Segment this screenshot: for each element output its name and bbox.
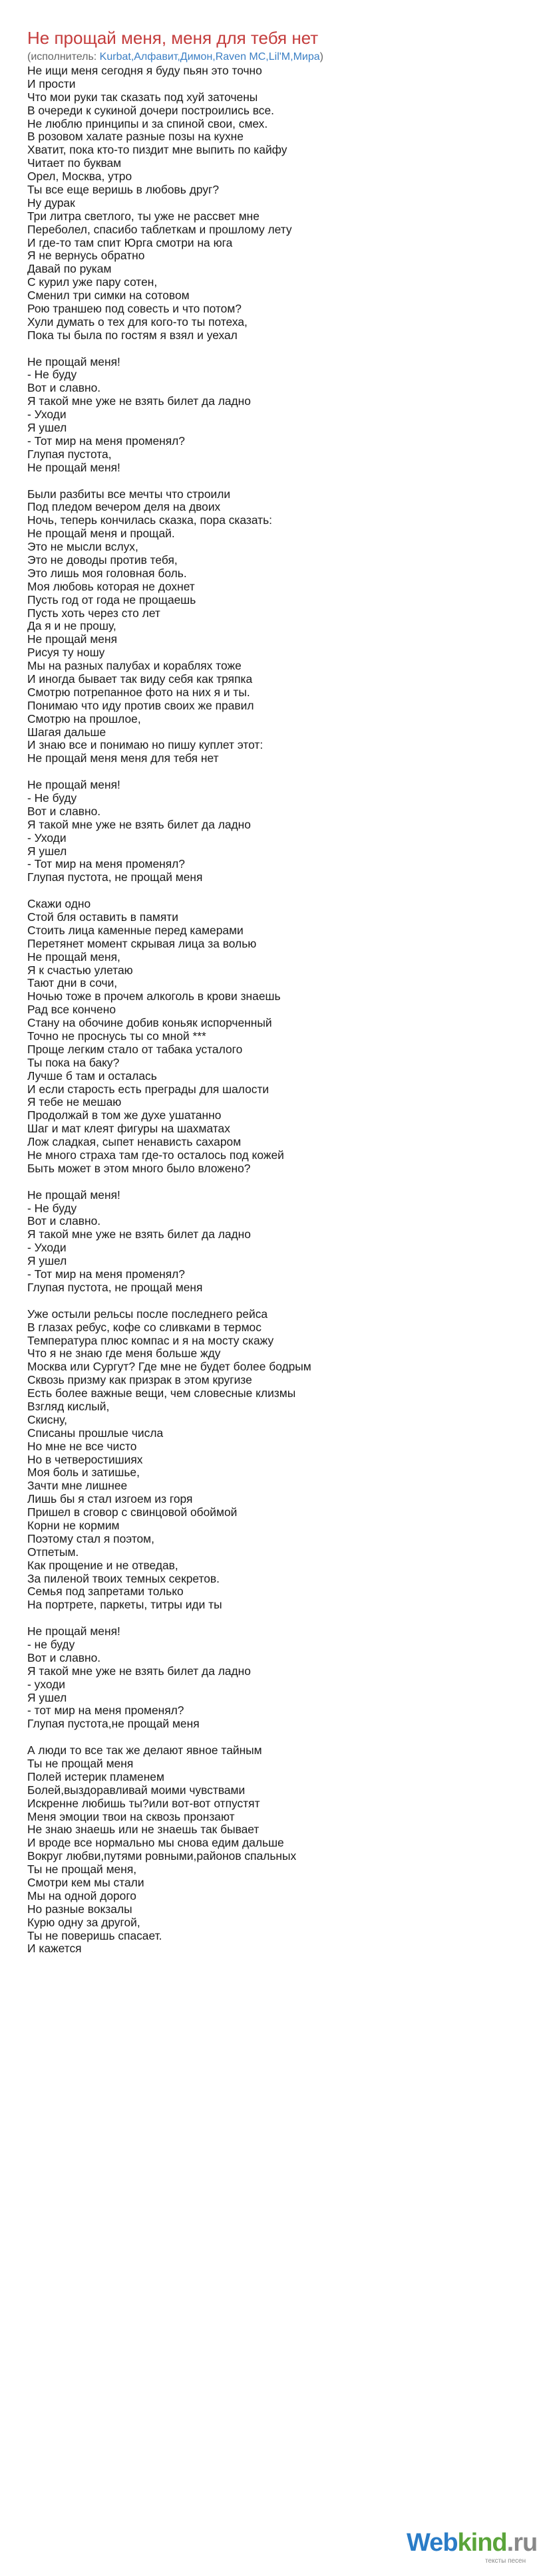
song-title: Не прощай меня, меня для тебя нет: [27, 28, 319, 48]
lyrics-line: - Тот мир на меня променял?: [27, 857, 185, 871]
lyrics-line: Отпетым.: [27, 1545, 79, 1559]
lyrics-line: Но разные вокзалы: [27, 1902, 132, 1916]
lyrics-line: Под пледом вечером деля на двоих: [27, 500, 221, 514]
performers-suffix: ): [319, 51, 323, 63]
lyrics-blank-line: [27, 1295, 520, 1308]
lyrics-line: Но мне не все чисто: [27, 1439, 137, 1453]
lyrics-line: Лишь бы я стал изгоем из горя: [27, 1492, 193, 1506]
lyrics-line: - Не буду: [27, 368, 77, 382]
lyrics-line: - Уходи: [27, 408, 67, 422]
lyrics-line: - уходи: [27, 1677, 65, 1691]
lyrics-line: Точно не проснусь ты со мной ***: [27, 1029, 206, 1043]
lyrics-line: Ночь, теперь кончилась сказка, пора сказать:: [27, 513, 272, 527]
lyrics-line: Болей,выздоравливай моими чувствами: [27, 1783, 246, 1797]
lyrics-line: Списаны прошлые числа: [27, 1426, 164, 1440]
lyrics-line: Это не мысли вслух,: [27, 540, 138, 554]
lyrics-line: - Не буду: [27, 791, 77, 805]
lyrics-line: Мы на одной дорого: [27, 1888, 136, 1902]
lyrics-line: И кажется: [27, 1942, 82, 1956]
lyrics-line: Семья под запретами только: [27, 1585, 184, 1599]
lyrics-line: Не прощай меня!: [27, 1188, 120, 1202]
lyrics-line: Я ушел: [27, 421, 67, 435]
lyrics-line: Ну дурак: [27, 195, 75, 209]
lyrics-line: Я не вернусь обратно: [27, 249, 145, 263]
lyrics-line: Искренне любишь ты?или вот-вот отпустят: [27, 1796, 260, 1810]
lyrics-line: - Уходи: [27, 1241, 67, 1255]
lyrics-line: Как прощение и не отведав,: [27, 1558, 178, 1572]
lyrics-line: Перетянет момент скрывая лица за волью: [27, 936, 257, 950]
lyrics-line: Сквозь призму как призрак в этом кругизе: [27, 1373, 252, 1387]
lyrics-line: Быть может в этом много было вложено?: [27, 1161, 251, 1175]
lyrics-line: Я к счастью улетаю: [27, 963, 133, 977]
lyrics-line: Это лишь моя головная боль.: [27, 566, 187, 580]
lyrics-line: Ты не прощай меня,: [27, 1863, 137, 1876]
lyrics-blank-line: [27, 884, 520, 898]
lyrics-line: Лучше б там и осталась: [27, 1069, 157, 1083]
lyrics-line: Были разбиты все мечты что строили: [27, 487, 231, 501]
lyrics-line: Ты не прощай меня: [27, 1757, 134, 1770]
lyrics-line: Лож сладкая, сыпет ненависть сахаром: [27, 1135, 242, 1149]
logo-part-ru: .ru: [506, 2529, 537, 2557]
lyrics-line: Не прощай меня меня для тебя нет: [27, 751, 219, 765]
lyrics-line: Я такой мне уже не взять билет да ладно: [27, 394, 251, 408]
lyrics-line: Стой бля оставить в памяти: [27, 910, 178, 924]
lyrics-line: Смотрю на прошлое,: [27, 711, 141, 725]
lyrics-line: Не ищи меня сегодня я буду пьян это точно: [27, 64, 262, 77]
lyrics-line: Не прощай меня!: [27, 460, 120, 474]
lyrics-line: Скажи одно: [27, 897, 91, 911]
lyrics-line: В очереди к сукиной дочери построились все.: [27, 103, 274, 117]
lyrics-line: Давай по рукам: [27, 262, 112, 276]
lyrics-line: Орел, Москва, утро: [27, 170, 132, 184]
lyrics-line: Что мои руки так сказать под хуй заточены: [27, 90, 258, 104]
lyrics-line: Ты пока на баку?: [27, 1055, 120, 1069]
logo-part-kind: kind: [457, 2529, 507, 2557]
lyrics-line: - Тот мир на меня променял?: [27, 434, 185, 448]
lyrics-line: Не прощай меня и прощай.: [27, 527, 175, 541]
lyrics-line: Переболел, спасибо таблеткам и прошлому лету: [27, 222, 292, 236]
lyrics-line: Моя любовь которая не дохнет: [27, 579, 195, 593]
lyrics-line: Но в четверостишиях: [27, 1452, 143, 1466]
lyrics-line: А люди то все так же делают явное тайным: [27, 1743, 262, 1757]
lyrics-line: В розовом халате разные позы на кухне: [27, 130, 244, 144]
lyrics-line: Тают дни в сочи,: [27, 976, 118, 990]
logo-part-web: Web: [407, 2529, 458, 2557]
lyrics-line: Ночью тоже в прочем алкоголь в крови знаешь: [27, 989, 281, 1003]
lyrics-line: Курю одну за другой,: [27, 1915, 140, 1929]
lyrics-line: Вот и славно.: [27, 1650, 101, 1664]
lyrics-line: Вот и славно.: [27, 381, 101, 395]
lyrics-line: - Тот мир на меня променял?: [27, 1267, 185, 1281]
lyrics-line: Пришел в сговор с свинцовой обоймой: [27, 1505, 238, 1519]
lyrics-line: Да я и не прошу,: [27, 619, 116, 633]
lyrics-line: Есть более важные вещи, чем словесные клизмы: [27, 1386, 296, 1400]
lyrics-line: И вроде все нормально мы снова едим дальше: [27, 1836, 284, 1850]
performers-line: [27, 51, 323, 64]
lyrics-line: Ты не поверишь спасает.: [27, 1928, 162, 1942]
lyrics-line: Глупая пустота,не прощай меня: [27, 1717, 200, 1731]
lyrics-line: Ты все еще веришь в любовь друг?: [27, 183, 220, 197]
lyrics-line: Проще легким стало от табака усталого: [27, 1042, 243, 1056]
lyrics-line: И где-то там спит Юрга смотри на юга: [27, 235, 233, 249]
lyrics-line: На портрете, паркеты, титры иди ты: [27, 1598, 222, 1612]
lyrics-line: Москва или Сургут? Где мне не будет более бодрым: [27, 1360, 311, 1374]
lyrics-line: В глазах ребус, кофе со сливками в термос: [27, 1320, 262, 1334]
webkind-logo[interactable]: [407, 2528, 537, 2568]
lyrics-line: Мы на разных палубах и кораблях тоже: [27, 659, 242, 673]
lyrics-line: Я такой мне уже не взять билет да ладно: [27, 817, 251, 831]
lyrics-line: Хули думать о тех для кого-то ты потеха,: [27, 315, 248, 328]
lyrics-line: Стану на обочине добив коньяк испорченный: [27, 1016, 272, 1030]
lyrics-line: Хватит, пока кто-то пиздит мне выпить по кайфу: [27, 143, 287, 157]
logo-wordmark: [407, 2528, 537, 2557]
lyrics-line: - Уходи: [27, 831, 67, 844]
lyrics-line: Продолжай в том же духе ушатанно: [27, 1108, 222, 1122]
lyrics-blank-line: [27, 1612, 520, 1625]
lyrics-line: Не прощай меня: [27, 632, 117, 646]
lyrics-line: Не прощай меня!: [27, 1624, 120, 1638]
lyrics-line: Это не доводы против тебя,: [27, 553, 178, 567]
lyrics-line: Рисуя ту ношу: [27, 646, 105, 660]
lyrics-line: Не прощай меня,: [27, 950, 120, 964]
lyrics-line: Смотрю потрепанное фото на них я и ты.: [27, 685, 250, 699]
lyrics-blank-line: [27, 765, 520, 779]
lyrics-line: Глупая пустота,: [27, 447, 112, 461]
lyrics-line: Взгляд кислый,: [27, 1399, 110, 1413]
lyrics-line: Шагая дальше: [27, 725, 106, 739]
lyrics-line: - тот мир на меня променял?: [27, 1704, 184, 1718]
lyrics-line: Смотри кем мы стали: [27, 1876, 144, 1890]
lyrics-line: Моя боль и затишье,: [27, 1466, 140, 1480]
lyrics-line: Стоить лица каменные перед камерами: [27, 923, 244, 937]
artists-link[interactable]: Kurbat,Алфавит,Димон,Raven MC,Lil'M,Мира: [99, 51, 320, 63]
lyrics-line: Глупая пустота, не прощай меня: [27, 1280, 203, 1294]
lyrics-line: Рою траншею под совесть и что потом?: [27, 302, 242, 316]
lyrics-line: Пусть год от года не прощаешь: [27, 592, 196, 606]
lyrics-line: И иногда бывает так виду себя как тряпка: [27, 672, 253, 686]
lyrics-line: Сменил три симки на сотовом: [27, 289, 190, 303]
lyrics-line: Поэтому стал я поэтом,: [27, 1531, 154, 1545]
lyrics-line: Я тебе не мешаю: [27, 1095, 122, 1109]
lyrics-line: Три литра светлого, ты уже не рассвет мне: [27, 209, 260, 223]
lyrics-line: И знаю все и понимаю но пишу куплет этот:: [27, 738, 264, 752]
lyrics-line: Не прощай меня!: [27, 778, 120, 792]
lyrics-line: Я ушел: [27, 1690, 67, 1704]
lyrics-line: С курил уже пару сотен,: [27, 275, 158, 289]
lyrics-body: [27, 64, 520, 1956]
lyrics-line: Не люблю принципы и за спиной свои, смех.: [27, 116, 268, 130]
lyrics-line: Полей истерик пламенем: [27, 1769, 164, 1783]
lyrics-line: Пусть хоть через сто лет: [27, 606, 160, 620]
lyrics-line: Меня эмоции твои на сквозь пронзают: [27, 1809, 235, 1823]
lyrics-line: Зачти мне лишнее: [27, 1479, 128, 1493]
lyrics-line: Скисну,: [27, 1412, 67, 1426]
lyrics-line: Я ушел: [27, 844, 67, 858]
lyrics-line: Не прощай меня!: [27, 354, 120, 368]
lyrics-line: Шаг и мат клеят фигуры на шахматах: [27, 1122, 230, 1136]
performers-prefix: (исполнитель:: [27, 51, 100, 63]
lyrics-line: И прости: [27, 76, 76, 90]
lyrics-line: Я ушел: [27, 1254, 67, 1268]
lyrics-blank-line: [27, 1731, 520, 1744]
lyrics-line: Пока ты была по гостям я взял и уехал: [27, 328, 238, 342]
lyrics-line: За пиленой твоих темных секретов.: [27, 1571, 220, 1585]
lyrics-line: Что я не знаю где меня больше жду: [27, 1347, 221, 1360]
lyrics-line: Вот и славно.: [27, 1214, 101, 1228]
lyrics-blank-line: [27, 475, 520, 488]
lyrics-line: Не знаю знаешь или не знаешь так бывает: [27, 1823, 260, 1837]
lyrics-line: Читает по буквам: [27, 156, 122, 170]
lyrics-blank-line: [27, 342, 520, 356]
logo-subtitle: тексты песен: [485, 2557, 526, 2565]
lyrics-line: И если старость есть преграды для шалости: [27, 1082, 269, 1096]
lyrics-line: Я такой мне уже не взять билет да ладно: [27, 1664, 251, 1678]
lyrics-line: Вокруг любви,путями ровными,районов спальных: [27, 1849, 297, 1863]
lyrics-blank-line: [27, 1176, 520, 1189]
lyrics-line: Не много страха там где-то осталось под кожей: [27, 1148, 284, 1162]
lyrics-line: Уже остыли рельсы после последнего рейса: [27, 1307, 268, 1321]
lyrics-line: Я такой мне уже не взять билет да ладно: [27, 1227, 251, 1241]
lyrics-line: Корни не кормим: [27, 1518, 120, 1532]
lyrics-line: - Не буду: [27, 1201, 77, 1215]
lyrics-line: - не буду: [27, 1637, 75, 1651]
lyrics-line: Рад все кончено: [27, 1003, 116, 1017]
lyrics-line: Температура плюс компас и я на мосту скажу: [27, 1333, 274, 1347]
lyrics-line: Глупая пустота, не прощай меня: [27, 870, 203, 884]
lyrics-line: Вот и славно.: [27, 804, 101, 818]
lyrics-line: Понимаю что иду против своих же правил: [27, 698, 254, 712]
